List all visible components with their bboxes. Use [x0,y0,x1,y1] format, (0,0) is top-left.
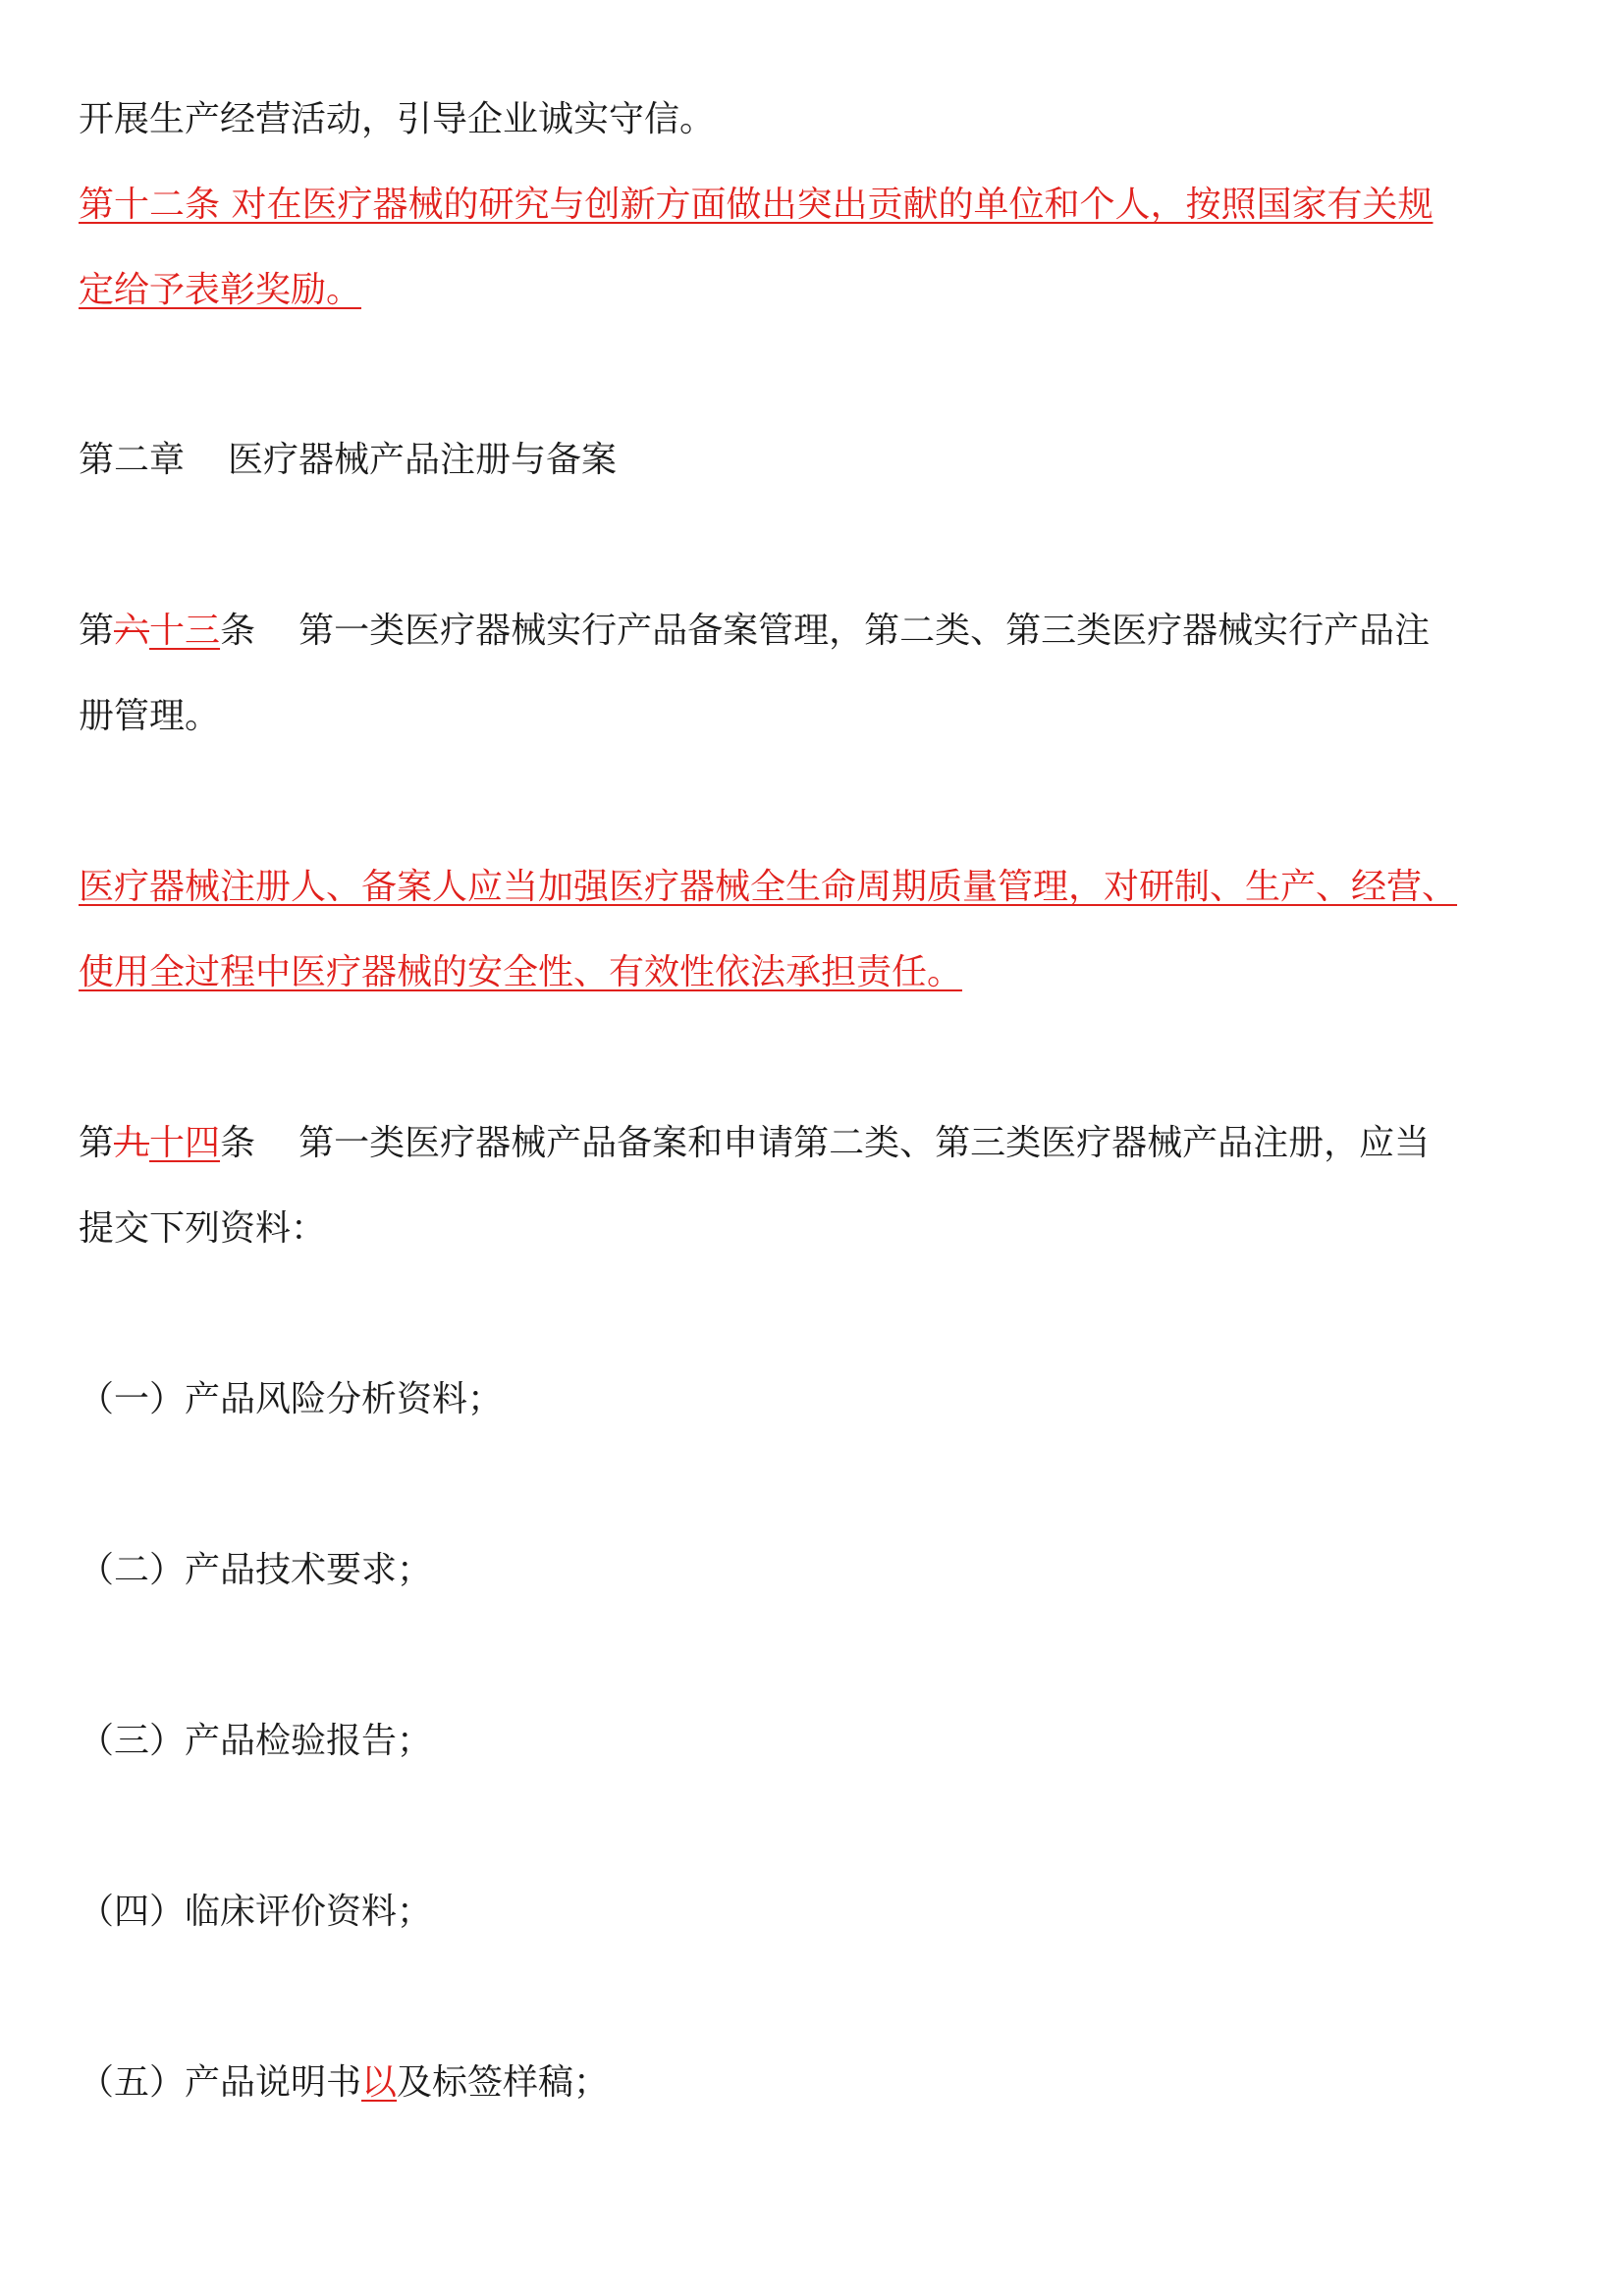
chapter-title: 医疗器械产品注册与备案 [228,440,618,480]
deleted-text: 九 [114,1123,150,1163]
paragraph-line [79,98,1551,141]
text-run: （一）产品风险分析资料； [79,1379,504,1419]
text-run: 册管理。 [79,696,221,736]
article-14-line-1 [79,1122,1551,1165]
text-run: （五）产品说明书 [79,2062,362,2103]
inserted-text: 定给予表彰奖励。 [79,270,362,310]
article-14-line-2 [79,1207,1551,1251]
article-13-line-2 [79,695,1551,738]
chapter-number: 第二章 [79,440,186,480]
deleted-text: 六 [114,611,150,651]
text-run: 第 [79,611,115,651]
inserted-text: 使用全过程中医疗器械的安全性、有效性依法承担责任。 [79,952,963,992]
inserted-text: 十三 [149,611,221,651]
text-run: 提交下列资料： [79,1208,327,1249]
list-item-1 [79,1378,1551,1421]
article-12-line-1 [79,184,1551,227]
article-12-line-2 [79,269,1551,312]
list-item-5 [79,2061,1551,2105]
text-run: 及标签样稿； [397,2062,610,2103]
inserted-text: 医疗器械注册人、备案人应当加强医疗器械全生命周期质量管理，对研制、生产、经营、 [79,867,1458,907]
inserted-text: 第十二条 对在医疗器械的研究与创新方面做出突出贡献的单位和个人，按照国家有关规 [79,185,1434,225]
list-item-2 [79,1549,1551,1592]
text-run: 第一类医疗器械实行产品备案管理，第二类、第三类医疗器械实行产品注 [298,611,1431,651]
inserted-paragraph-line-1 [79,866,1551,909]
text-run: 条 [220,1123,256,1163]
text-run: 开展生产经营活动，引导企业诚实守信。 [79,99,716,139]
text-run: （四）临床评价资料； [79,1892,433,1932]
chapter-heading [79,439,1551,482]
text-run: 条 [220,611,256,651]
text-run: 第一类医疗器械产品备案和申请第二类、第三类医疗器械产品注册，应当 [298,1123,1431,1163]
article-13-line-1 [79,610,1551,653]
inserted-text: 以 [361,2062,398,2103]
inserted-paragraph-line-2 [79,951,1551,994]
list-item-3 [79,1720,1551,1763]
inserted-text: 十四 [149,1123,221,1163]
list-item-4 [79,1891,1551,1934]
text-run: 第 [79,1123,115,1163]
text-run: （二）产品技术要求； [79,1550,433,1590]
text-run: （三）产品检验报告； [79,1721,433,1761]
